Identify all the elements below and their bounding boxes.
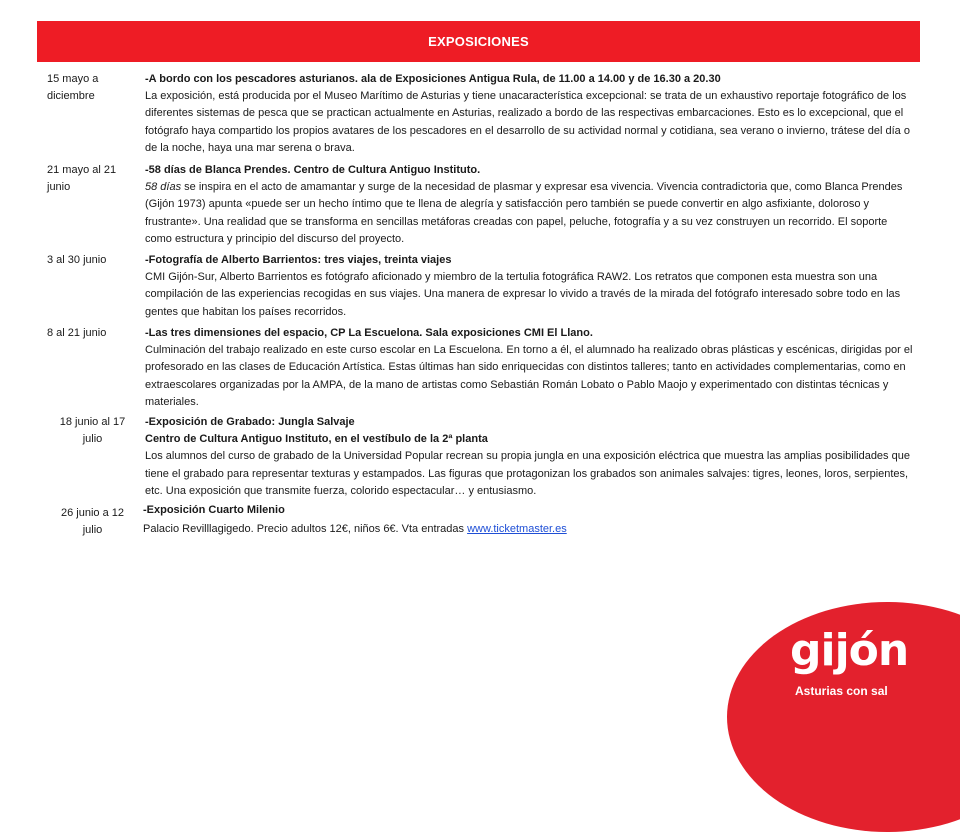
event-date: [47, 252, 106, 269]
event-description: La exposición, está producida por el Museo Marítimo de Asturias y tiene unacaracterística excepcional: se trata de un exhaustivo reportaje fotográfico de los diferentes sistemas de pesca que se practican actualmente en Asturias, realizado a bordo de las respectivas embarcaciones. Esto es lo excepcional, que el fotógrafo haya compartido los propios avatares de los pescadores en el desarrollo de su actividad normal y cotidiana, sea verano o invierno, trátese del día o de la noche, haya una mar serena o brava.: [145, 90, 910, 154]
event-date: [40, 505, 145, 539]
event-date-line: junio: [47, 181, 71, 193]
event-date-line: 3 al 30 junio: [47, 254, 107, 266]
event-content: [145, 414, 915, 500]
event-date: [47, 325, 106, 342]
event-title: -Exposición de Grabado: Jungla Salvaje: [145, 416, 355, 428]
event-title: -Las tres dimensiones del espacio, CP La Escuelona. Sala exposiciones CMI El Llano.: [145, 327, 593, 339]
event-date-line: diciembre: [47, 90, 95, 102]
event-content: [143, 502, 913, 538]
event-date-line: 8 al 21 junio: [47, 327, 107, 339]
gijon-logo-tagline: Asturias con sal: [795, 684, 888, 698]
gijon-logo-wordmark: gijón: [790, 625, 909, 676]
event-description-italic: 58 días: [145, 181, 182, 194]
event-title: -Fotografía de Alberto Barrientos: tres viajes, treinta viajes: [145, 254, 452, 266]
event-content: [145, 325, 915, 411]
event-description: [143, 521, 913, 538]
event-content: [145, 252, 915, 321]
event-date-line: 21 mayo al 21: [47, 164, 117, 176]
ticketmaster-link[interactable]: www.ticketmaster.es: [467, 523, 567, 536]
section-header: [37, 21, 920, 62]
event-description: Los alumnos del curso de grabado de la Universidad Popular recrean su propia jungla en una exposición eléctrica que muestra las amplias posibilidades que tiene el grabado para representar texturas y estampados. Las figuras que protagonizan los grabados son animales salvajes: tigres, leones, loros, serpientes, etc. Una exposición que transmite fuerza, colorido espectacular… y entusiasmo.: [145, 450, 910, 497]
event-date: [40, 414, 145, 448]
event-title: -A bordo con los pescadores asturianos. ala de Exposiciones Antigua Rula, de 11.00 a 14.00 y de 16.30 a 20.30: [145, 73, 721, 85]
event-content: [145, 71, 915, 157]
event-date-line: 26 junio a 12: [61, 507, 124, 519]
section-title: EXPOSICIONES: [428, 34, 529, 49]
event-subtitle: Centro de Cultura Antiguo Instituto, en el vestíbulo de la 2ª planta: [145, 433, 488, 446]
event-description-text: Palacio Revilllagigedo. Precio adultos 12€, niños 6€. Vta entradas: [143, 523, 468, 536]
event-title: -58 días de Blanca Prendes. Centro de Cultura Antiguo Instituto.: [145, 164, 481, 176]
event-date: [47, 71, 98, 105]
event-date-line: julio: [82, 524, 103, 536]
event-description: Culminación del trabajo realizado en este curso escolar en La Escuelona. En torno a él, el alumnado ha realizado obras plásticas y escénicas, dirigidas por el profesorado en las clases de Educación Artística. Estas últimas han sido enriquecidas con distintos talleres; tanto en actividades complementarias, como en extraescolares organizadas por la AMPA, de la mano de artistas como Sebastián Román Lobato o Pablo Maojo y experimentado con distintas técnicas y materiales.: [145, 344, 913, 408]
event-content: [145, 162, 915, 248]
event-date-line: 15 mayo a: [47, 73, 99, 85]
event-date: [47, 162, 116, 196]
event-description-text: se inspira en el acto de amamantar y surge de la necesidad de plasmar y expresar esa vivencia. Vivencia contradictoria que, como Blanca Prendes (Gijón 1973) apunta «puede ser un hecho íntimo que te llena de alegría y satisfacción pero también se puede convertir en algo asfixiante, doloroso y frustrante». Una realidad que se transforma en sencillas metáforas creadas con papel, peluche, fotografía y a su vez construyen un recorrido. El soporte como estructura y principio del discurso del proyecto.: [145, 181, 903, 245]
event-date-line: julio: [82, 433, 103, 445]
event-description: [145, 179, 915, 248]
event-title: -Exposición Cuarto Milenio: [143, 504, 285, 516]
event-date-line: 18 junio al 17: [59, 416, 126, 428]
event-description: CMI Gijón-Sur, Alberto Barrientos es fotógrafo aficionado y miembro de la tertulia fotográfica RAW2. Los retratos que componen esta muestra son una compilación de las experiencias recogidas en sus viajes. Una manera de expresar lo vivido a través de la mirada del fotógrafo interesado sobre todo en las gentes que habitan los países recorridos.: [145, 271, 901, 318]
